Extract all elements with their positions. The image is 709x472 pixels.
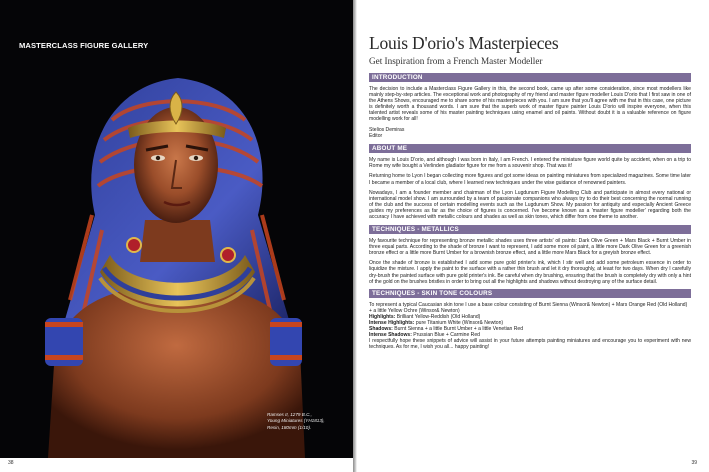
skin-item-text: Brilliant Yellow-Reddish (Old Holland) [395, 314, 481, 321]
section-heading-metallics: TECHNIQUES - METALLICS [369, 225, 691, 234]
article-body [369, 73, 691, 355]
skin-item-text: Burnt Sienna + a little Burnt Umber + a little Venetian Red [392, 326, 524, 333]
page-number-left: 38 [8, 460, 14, 466]
intro-paragraph: The decision to include a Masterclass Figure Gallery in this, the second book, came up after some consideration, since most modellers like mainly step-by-step articles. The exceptional work and photography of my friend and master figure modeller Louis D'orio that I first saw in one of the Athens Shows, encouraged me to share some of his masterpieces with you. I am sure that you'll agree with me that in this case, one picture is definitely worth a thousand words. I am sure that the superb work of master figure painter Louis D'orio will inspire everyone, when this talented artist reveals some of his master painting techniques using enamel and oil paints. Without doubt it is a valuable reference on figure modelling work for all! [369, 86, 691, 123]
metallics-paragraph: My favourite technique for representing bronze metallic shades uses three artists' oil paints: Dark Olive Green + Mars Black + Burnt Umber in three equal parts. According to the shade of bronze I want to represent, I add some more oil paint, a little more Dark Olive Green for a greenish bronze effect or a little more Burnt Umber for a brownish bronze effect, and a little more Mars Black for a greyish bronze effect. [369, 237, 691, 256]
section-heading-about-me: ABOUT ME [369, 144, 691, 153]
right-page [357, 0, 709, 472]
caption-line: Young Miniatures (YH1813), [267, 418, 325, 424]
skin-item-label: Intense Shadows: [369, 332, 412, 339]
signature-name: Stelios Demiras [369, 126, 405, 133]
skin-item-label: Highlights: [369, 314, 396, 321]
about-paragraph: Returning home to Lyon I began collecting more figures and got some ideas on painting miniatures from specialized magazines. Some time later I became a member of a local club, where I learned new techniques under the wise guidance of renowned painters. [369, 173, 691, 186]
about-paragraph: Nowadays, I am a founder member and chairman of the Lyon Lugdunum Figure Modelling Club and participate in almost every national or international model show. I am surrounded by a team of passionate companions who always try to do their best concerning the normal running of the club and the success of certain modelling events such as the Lugdunum Show. My passion for antiquity and especially Ancient Greece guides my preferences as far as the choice of figures is concerned. I've become known as a 'master figure modeller' regarding both the accuracy I have achieved with metallic colours and shades as well as skin tones, which differ from one theme to another. [369, 190, 691, 221]
left-page [0, 0, 353, 472]
about-paragraph: My name is Louis D'orio, and although I was born in Italy, I am French. I entered the miniature figure world quite by accident, when on a trip to Rome my wife bought a Verlinden gladiator figure for me from a souvenir shop. That was it! [369, 156, 691, 169]
article-subtitle: Get Inspiration from a French Master Modeller [369, 56, 543, 66]
skin-item-text: Prussian Blue + Carmine Red [411, 332, 480, 339]
skin-item-text: pure Titanium White (Winsor& Newton) [414, 320, 504, 327]
signature-role: Editor [369, 132, 383, 139]
skin-item-label: Intense Highlights: [369, 320, 415, 327]
skin-intro: To represent a typical Caucasian skin tone I use a base colour consisting of Burnt Sienna (Winsor& Newton) + Mars Orange Red (Old Holland) + a little Yellow Ochre (Winsor& Newton) [369, 302, 688, 315]
closing-paragraph: I respectfully hope these snippets of advice will assist in your future attempts painting miniatures and encourage you to experiment with new techniques. As for me, I wish you all... happy painting! [369, 338, 691, 351]
gallery-photo-panel [0, 0, 353, 458]
gallery-header: MASTERCLASS FIGURE GALLERY [19, 41, 149, 50]
skin-item-label: Shadows: [369, 326, 393, 333]
skin-tone-list [369, 302, 691, 338]
caption-line: Ramses II, 1279 B.C., [267, 412, 312, 417]
metallics-paragraph: Once the shade of bronze is established I add some pure gold printer's ink, which I stir well and add some petroleum essence in order to liquidize the mixture. I apply the paint to the surface with a rather thin brush and let it dry thoroughly, at least for two days. When dry I carefully dry-brush the painted surface with pure gold printer's ink. Be careful when dry brushing, ensuring that the brush is completely dry with only a hint of the gold on the brushes bristles in order to bring out all the highlights and shadows without destroying any of the surface detail. [369, 260, 691, 285]
page-number-right: 39 [691, 460, 697, 466]
editor-signature [369, 127, 691, 139]
section-heading-introduction: INTRODUCTION [369, 73, 691, 82]
pharaoh-bust-photo [0, 0, 353, 458]
article-title: Louis D'orio's Masterpieces [369, 33, 559, 53]
section-heading-skin-tone: TECHNIQUES - SKIN TONE COLOURS [369, 289, 691, 298]
photo-caption [267, 412, 325, 431]
caption-line: Resin, 180mm (1/10). [267, 424, 312, 430]
